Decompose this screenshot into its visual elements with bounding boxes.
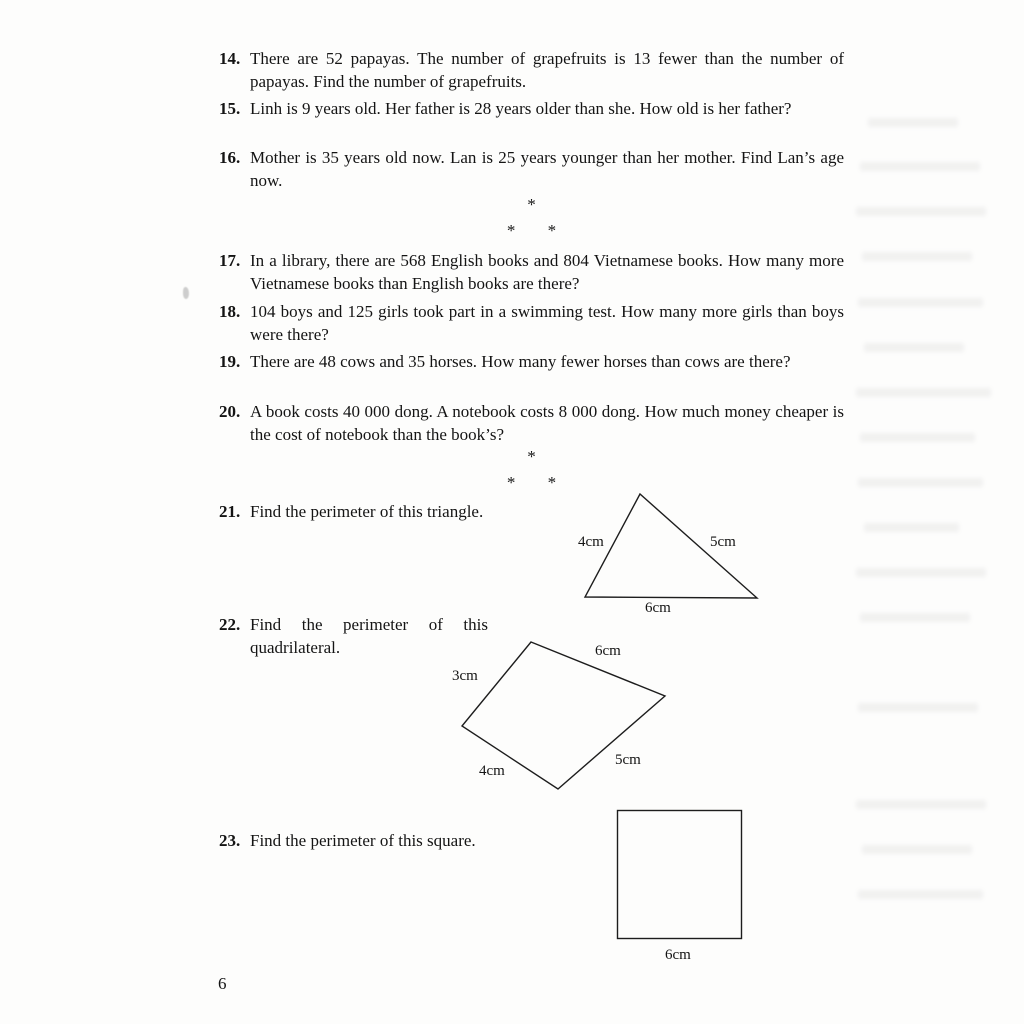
- showthrough-artifact: [856, 800, 986, 809]
- problem-number: 14.: [219, 49, 241, 68]
- problem-23: [219, 829, 844, 852]
- showthrough-artifact: [860, 433, 975, 442]
- showthrough-artifact: [862, 845, 972, 854]
- problem-number: 16.: [219, 148, 241, 167]
- showthrough-artifact: [858, 890, 983, 899]
- problem-number: 22.: [219, 615, 241, 634]
- quadrilateral-side-bottom-label: 4cm: [479, 763, 505, 779]
- showthrough-artifact: [858, 703, 978, 712]
- showthrough-artifact: [862, 252, 972, 261]
- showthrough-artifact: [860, 162, 980, 171]
- problem-number: 21.: [219, 502, 241, 521]
- problem-19: [219, 350, 844, 373]
- problem-text: 104 boys and 125 girls took part in a swimming test. How many more girls than boys were there?: [250, 302, 844, 344]
- problem-number: 19.: [219, 352, 241, 371]
- problem-20: [219, 400, 844, 446]
- problem-18: [219, 300, 844, 346]
- showthrough-artifact: [864, 343, 964, 352]
- problem-text: In a library, there are 568 English books and 804 Vietnamese books. How many more Vietnamese books than English books are there?: [250, 251, 844, 293]
- problem-text: A book costs 40 000 dong. A notebook costs 8 000 dong. How much money cheaper is the cost of notebook than the book’s?: [250, 402, 844, 444]
- scan-artifact: [183, 287, 189, 299]
- quadrilateral-side-top-label: 6cm: [595, 643, 621, 659]
- square-shape: [616, 809, 744, 941]
- separator-stars: * *: [506, 473, 557, 492]
- showthrough-artifact: [856, 568, 986, 577]
- showthrough-artifact: [858, 298, 983, 307]
- separator-star: *: [527, 195, 536, 214]
- page-number: 6: [218, 974, 227, 993]
- problem-number: 23.: [219, 831, 241, 850]
- triangle-side-left-label: 4cm: [578, 534, 604, 550]
- problem-text: There are 48 cows and 35 horses. How many fewer horses than cows are there?: [250, 352, 791, 371]
- showthrough-artifact: [860, 613, 970, 622]
- square-figure: [616, 809, 744, 941]
- triangle-side-right-label: 5cm: [710, 534, 736, 550]
- problem-text: Find the perimeter of this quadrilateral.: [250, 615, 488, 657]
- triangle-side-bottom-label: 6cm: [645, 600, 671, 616]
- problem-number: 15.: [219, 99, 241, 118]
- problem-number: 18.: [219, 302, 241, 321]
- problem-14: [219, 47, 844, 93]
- problem-15: [219, 97, 844, 120]
- problem-16: [219, 146, 844, 192]
- problem-number: 17.: [219, 251, 241, 270]
- separator-stars: * *: [506, 221, 557, 240]
- square-side-bottom-label: 6cm: [665, 947, 691, 963]
- problem-text: Mother is 35 years old now. Lan is 25 years younger than her mother. Find Lan’s age now.: [250, 148, 844, 190]
- problem-text: Linh is 9 years old. Her father is 28 years older than she. How old is her father?: [250, 99, 792, 118]
- showthrough-artifact: [858, 478, 983, 487]
- problem-text: Find the perimeter of this square.: [250, 831, 476, 850]
- problem-text: Find the perimeter of this triangle.: [250, 502, 484, 521]
- showthrough-artifact: [868, 118, 958, 127]
- problem-text: There are 52 papayas. The number of grapefruits is 13 fewer than the number of papayas. Find the number of grapefruits.: [250, 49, 844, 91]
- showthrough-artifact: [864, 523, 959, 532]
- showthrough-artifact: [856, 207, 986, 216]
- separator-star: *: [527, 447, 536, 466]
- problem-number: 20.: [219, 402, 241, 421]
- section-separator: [219, 192, 844, 244]
- showthrough-artifact: [856, 388, 991, 397]
- quadrilateral-side-right-label: 5cm: [615, 752, 641, 768]
- problem-17: [219, 249, 844, 295]
- quadrilateral-side-left-label: 3cm: [452, 668, 478, 684]
